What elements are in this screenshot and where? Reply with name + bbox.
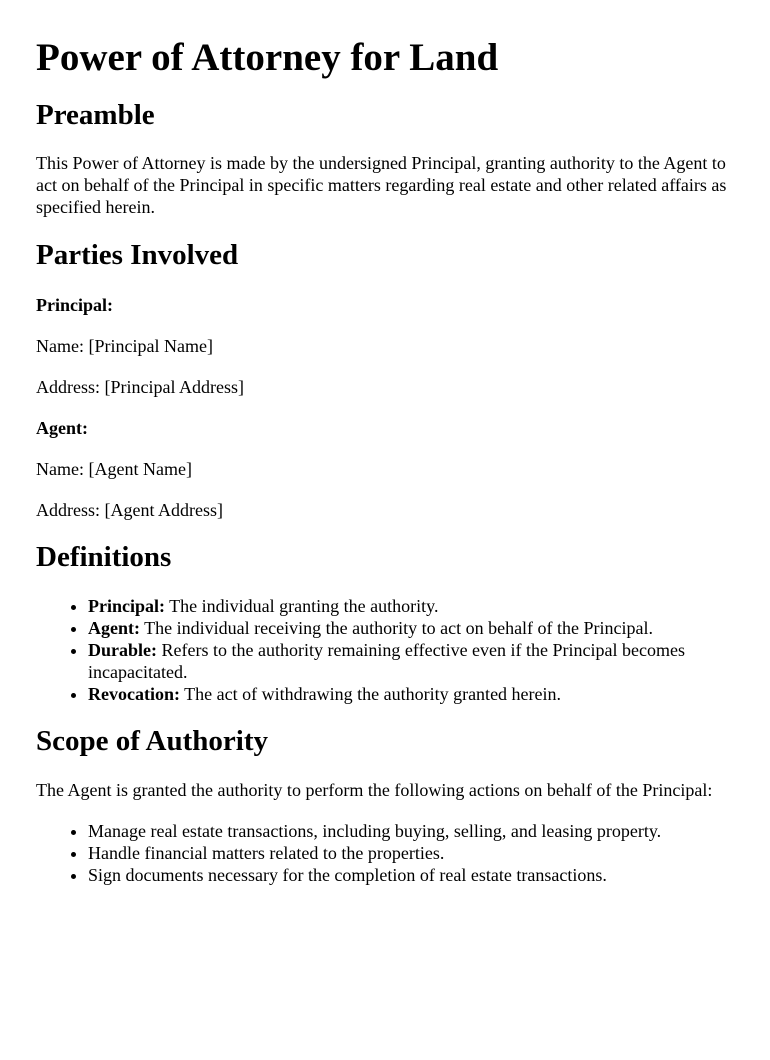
document-page: [0, 36, 770, 886]
definition-text: The individual receiving the authority to act on behalf of the Principal.: [140, 618, 654, 638]
principal-address: Address: [Principal Address]: [36, 377, 244, 397]
definition-item: [88, 617, 734, 639]
scope-item: • Manage real estate transactions, including buying, selling, and leasing property.: [88, 820, 734, 842]
scope-list: [36, 820, 734, 886]
definitions-heading: Definitions: [36, 541, 172, 573]
definition-item: [88, 595, 734, 617]
preamble-heading: Preamble: [36, 99, 155, 131]
agent-name: Name: [Agent Name]: [36, 459, 192, 479]
scope-heading: Scope of Authority: [36, 725, 268, 757]
definition-term: Agent:: [88, 618, 140, 638]
preamble-text: This Power of Attorney is made by the undersigned Principal, granting authority to the Agent to act on behalf of the Principal in specific matters regarding real estate and other related affairs as specified herein.: [36, 153, 727, 217]
definition-item: [88, 639, 734, 683]
definition-term: Principal:: [88, 596, 165, 616]
principal-label: Principal:: [36, 295, 113, 315]
scope-item: • Handle financial matters related to the properties.: [88, 842, 734, 864]
agent-label: Agent:: [36, 418, 88, 438]
definition-term: Revocation:: [88, 684, 180, 704]
definitions-list: [36, 595, 734, 705]
agent-address: Address: [Agent Address]: [36, 500, 223, 520]
definition-text: The act of withdrawing the authority granted herein.: [179, 684, 562, 704]
scope-intro: The Agent is granted the authority to perform the following actions on behalf of the Principal:: [36, 780, 713, 800]
principal-name: Name: [Principal Name]: [36, 336, 213, 356]
definition-text: The individual granting the authority.: [165, 596, 439, 616]
parties-heading: Parties Involved: [36, 239, 239, 271]
definition-term: Durable:: [88, 640, 157, 660]
definition-item: [88, 683, 734, 705]
scope-item: • Sign documents necessary for the completion of real estate transactions.: [88, 864, 734, 886]
document-title: Power of Attorney for Land: [36, 36, 499, 79]
definition-text: Refers to the authority remaining effective even if the Principal becomes incapacitated.: [88, 640, 685, 682]
